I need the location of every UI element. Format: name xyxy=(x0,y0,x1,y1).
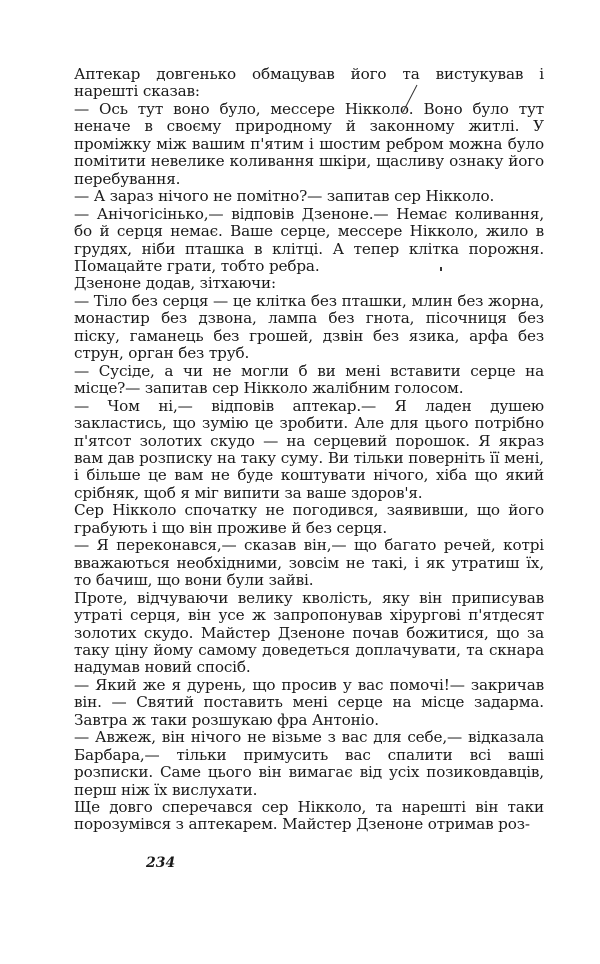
paragraph: Аптекар довгенько обмацував його та вистукував і нарешті сказав: xyxy=(74,65,544,101)
paragraph: — А зараз нічого не помітно?— запитав сер Нікколо. xyxy=(74,187,495,206)
paragraph: — Авжеж, він нічого не візьме з вас для себе,— відказала Барбара,— тільки примусить вас спалити всі ваші розписки. Саме цього він вимагає від усіх позиковдавців, перш ніж їх вислухати. xyxy=(74,728,544,799)
pen-mark xyxy=(399,84,419,116)
paragraph: — Сусіде, а чи не могли б ви мені вставити серце на місце?— запитав сер Нікколо жалібним голосом. xyxy=(74,361,544,398)
paragraph: — Чом ні,— відповів аптекар.— Я ладен душею заклаcтись, що зумію це зробити. Але для цього потрібно п'ятсот золотих скудо — на серцевий порошок. Я якраз вам дав розписку на таку суму. Ви тільки поверніть її мені, і більше це вам не буде коштувати нічого, хіба що який срібняк, щоб я міг випити за ваше здоров'я. xyxy=(74,396,544,502)
paragraph: Проте, відчуваючи велику кволість, яку він приписував утраті серця, він усе ж запропонував хірургові п'ятдесят золотих скудо. Майстер Дзеноне почав божитися, що за таку ціну йому самому доведеться доплачувати, та скнара надумав новий спосіб. xyxy=(74,588,544,677)
body-text xyxy=(74,66,544,834)
ink-speck xyxy=(440,267,442,271)
paragraph: Сер Нікколо спочатку не погодився, заявивши, що його грабують і що він проживе й без серця. xyxy=(74,501,544,537)
paragraph: — Який же я дурень, що просив у вас помочі!— закричав він. — Святий поставить мені серце на місце задарма. Завтра ж таки розшукаю фра Антоніо. xyxy=(74,675,544,729)
paragraph: — Анічогісінько,— відповів Дзеноне.— Немає коливання, бо й серця немає. Ваше серце, мессере Нікколо, жило в грудях, ніби пташка в клітці. А тепер клітка порожня. Помацайте грати, тобто ребра. xyxy=(74,204,544,275)
paragraph: — Я переконався,— сказав він,— що багато речей, котрі вважаються необхідними, зовсім не такі, і як утратиш їх, то бачиш, що вони були зайві. xyxy=(74,536,544,590)
paragraph: — Тіло без серця — це клітка без пташки, млин без жорна, монастир без дзвона, лампа без гнота, пісочниця без піску, гаманець без грошей, дзвін без язика, арфа без струн, орган без труб. xyxy=(74,291,544,363)
paragraph: Ще довго сперечався сер Нікколо, та нарешті він таки порозумівся з аптекарем. Майстер Дзеноне отримав роз- xyxy=(74,798,544,834)
paragraph: — Ось тут воно було, мессере Нікколо. Воно було тут неначе в своєму природному й законному житлі. У проміжку між вашим п'ятим і шостим ребром можна було помітити невелике коливання шкіри, щасливу ознаку його перебування. xyxy=(74,99,544,188)
paragraph: Дзеноне додав, зітхаючи: xyxy=(74,274,276,293)
page-number: 234 xyxy=(146,855,176,871)
